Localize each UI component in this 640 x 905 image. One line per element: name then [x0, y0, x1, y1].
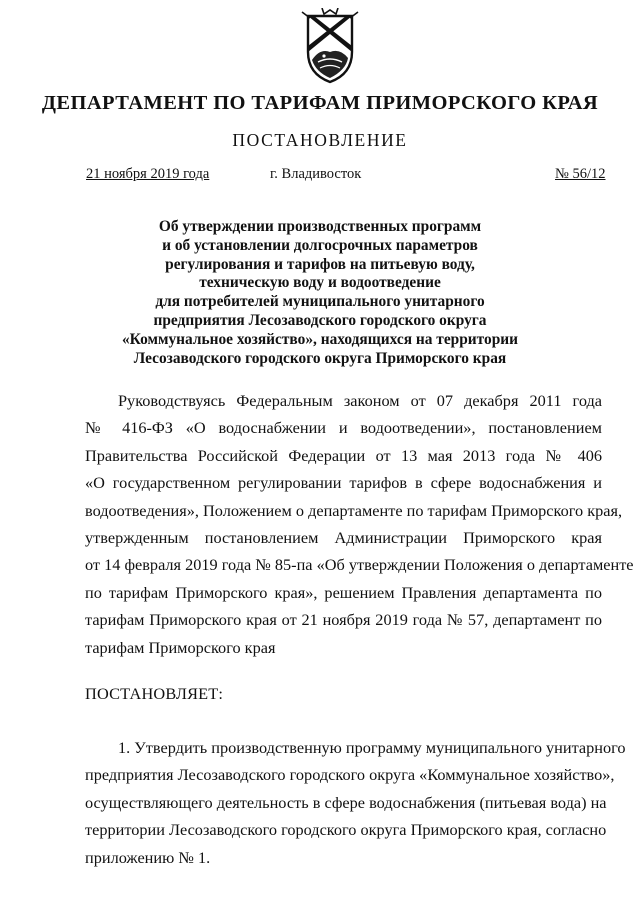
- document-type: ПОСТАНОВЛЕНИЕ: [232, 130, 408, 150]
- paragraph-line: «О государственном регулировании тарифов в сфере водоснабжения и: [85, 473, 602, 493]
- paragraph-line: тарифам Приморского края от 21 ноября 2019 года № 57, департамент по: [85, 610, 602, 630]
- title-line: «Коммунальное хозяйство», находящихся на территории: [121, 330, 519, 348]
- paragraph-line: предприятия Лесозаводского городского округа «Коммунальное хозяйство»,: [85, 765, 615, 785]
- title-line: для потребителей муниципального унитарного: [155, 293, 485, 311]
- document-number: № 56/12: [555, 166, 606, 182]
- paragraph-line: водоотведения», Положением о департаменте по тарифам Приморского края,: [85, 500, 623, 520]
- title-line: регулирования и тарифов на питьевую воду,: [165, 255, 475, 273]
- paragraph-line: тарифам Приморского края: [85, 637, 276, 657]
- department-name: ДЕПАРТАМЕНТ ПО ТАРИФАМ ПРИМОРСКОГО КРАЯ: [41, 92, 599, 114]
- paragraph-line: Руководствуясь Федеральным законом от 07 декабря 2011 года: [118, 391, 602, 410]
- title-line: техническую воду и водоотведение: [199, 274, 441, 292]
- document-title: [80, 218, 560, 368]
- document-date: 21 ноября 2019 года: [86, 166, 210, 182]
- paragraph-line: утвержденным постановлением Администрации Приморского края: [85, 527, 602, 547]
- resolve-heading: ПОСТАНОВЛЯЕТ:: [85, 684, 224, 703]
- preamble-paragraph: [85, 387, 634, 661]
- paragraph-line: осуществляющего деятельность в сфере водоснабжения (питьевая вода) на: [85, 792, 607, 812]
- paragraph-line: территории Лесозаводского городского округа Приморского края, согласно: [85, 820, 607, 840]
- item-1-paragraph: [85, 734, 626, 871]
- title-line: предприятия Лесозаводского городского округа: [153, 311, 487, 329]
- title-line: и об установлении долгосрочных параметров: [162, 236, 478, 254]
- paragraph-line: приложению № 1.: [85, 847, 211, 867]
- title-line: Об утверждении производственных программ: [158, 218, 482, 235]
- paragraph-line: № 416-ФЗ «О водоснабжении и водоотведении», постановлением: [85, 418, 602, 438]
- title-line: Лесозаводского городского округа Приморского края: [133, 349, 507, 367]
- paragraph-line: Правительства Российской Федерации от 13 мая 2013 года № 406: [85, 445, 602, 465]
- paragraph-line: от 14 февраля 2019 года № 85-па «Об утверждении Положения о департаменте: [85, 555, 634, 575]
- coat-of-arms-icon: [300, 8, 360, 86]
- paragraph-line: 1. Утвердить производственную программу муниципального унитарного: [118, 738, 626, 757]
- paragraph-line: по тарифам Приморского края», решением Правления департамента по: [85, 582, 602, 602]
- document-city: г. Владивосток: [270, 166, 362, 182]
